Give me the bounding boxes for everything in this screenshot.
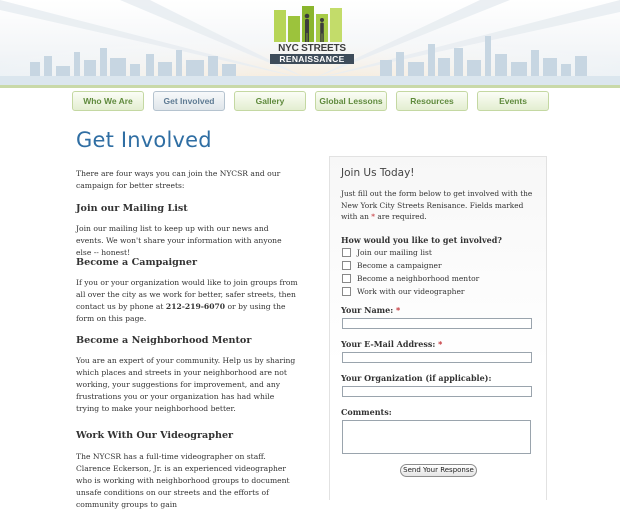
logo-bars-icon — [274, 6, 350, 42]
nav-gallery[interactable]: Gallery — [234, 91, 306, 111]
text-mailing-list: Join our mailing list to keep up with our news and events. We won't share your information with anyone else -- honest! — [76, 224, 282, 257]
comments-textarea[interactable] — [342, 420, 531, 454]
email-label-text: Your E-Mail Address: — [341, 339, 436, 349]
intro-text: There are four ways you can join the NYCSR and our campaign for better streets: — [76, 169, 281, 190]
option-mentor[interactable] — [342, 274, 479, 284]
organization-label: Your Organization (if applicable): — [341, 373, 492, 383]
page-title: Get Involved — [76, 128, 212, 152]
main-nav — [72, 91, 552, 113]
organization-input[interactable] — [342, 386, 532, 397]
campaigner-text-post: or by using the form on this page. — [76, 302, 286, 323]
text-campaigner — [76, 277, 298, 325]
name-input[interactable] — [342, 318, 532, 329]
text-videographer: The NYCSR has a full-time videographer on staff. Clarence Eckerson, Jr. is an experienced videographer who is working with neighborhood groups to document unsafe conditions on our streets and the efforts of community groups to gain — [76, 452, 290, 509]
campaigner-text-pre: If you or your organization would like to join groups from all over the city as we work for better, safer streets, then contact us by phone at — [76, 278, 298, 311]
checkbox-mentor[interactable] — [342, 274, 351, 283]
option-videographer[interactable] — [342, 287, 465, 297]
heading-mailing-list: Join our Mailing List — [76, 203, 188, 214]
heading-campaigner: Become a Campaigner — [76, 257, 198, 268]
required-asterisk: * — [371, 212, 375, 221]
logo-text-line2: RENAISSANCE — [270, 54, 354, 64]
nav-get-involved[interactable]: Get Involved — [153, 91, 225, 111]
option-label-mentor: Become a neighborhood mentor — [357, 274, 480, 283]
heading-mentor: Become a Neighborhood Mentor — [76, 335, 252, 346]
form-intro — [341, 188, 541, 223]
option-campaigner[interactable] — [342, 261, 442, 271]
name-label — [341, 305, 400, 315]
nav-global-lessons[interactable]: Global Lessons — [315, 91, 387, 111]
option-mailing-list[interactable] — [342, 248, 432, 258]
involvement-question: How would you like to get involved? — [341, 235, 502, 245]
email-input[interactable] — [342, 352, 532, 363]
form-intro-post: are required. — [375, 212, 427, 221]
text-mentor: You are an expert of your community. Help us by sharing which places and streets in your neighborhood are not working, your suggestions for improvement, and any frustrations you or your organization has had while trying to make your neighborhood better. — [76, 356, 296, 413]
comments-label: Comments: — [341, 407, 392, 417]
send-response-button[interactable]: Send Your Response — [400, 464, 477, 477]
site-header — [0, 0, 620, 88]
nav-events[interactable]: Events — [477, 91, 549, 111]
form-intro-pre: Just fill out the form below to get involved with the New York City Streets Renisance. Fields marked with an — [341, 189, 533, 221]
phone-number: 212-219-6070 — [165, 302, 226, 311]
join-form-panel — [329, 156, 547, 500]
checkbox-campaigner[interactable] — [342, 261, 351, 270]
nav-resources[interactable]: Resources — [396, 91, 468, 111]
logo-text-line1: NYC STREETS — [278, 43, 346, 54]
email-label — [341, 339, 442, 349]
header-divider — [0, 85, 620, 88]
option-label-videographer: Work with our videographer — [357, 287, 465, 296]
option-label-mailing-list: Join our mailing list — [357, 248, 432, 257]
name-label-text: Your Name: — [341, 305, 394, 315]
nav-who-we-are[interactable]: Who We Are — [72, 91, 144, 111]
checkbox-mailing-list[interactable] — [342, 248, 351, 257]
checkbox-videographer[interactable] — [342, 287, 351, 296]
heading-videographer: Work With Our Videographer — [76, 430, 234, 441]
email-required-asterisk: * — [438, 339, 443, 349]
nycsr-logo[interactable] — [270, 6, 354, 66]
name-required-asterisk: * — [395, 305, 401, 315]
option-label-campaigner: Become a campaigner — [357, 261, 442, 270]
form-title: Join Us Today! — [341, 167, 415, 179]
